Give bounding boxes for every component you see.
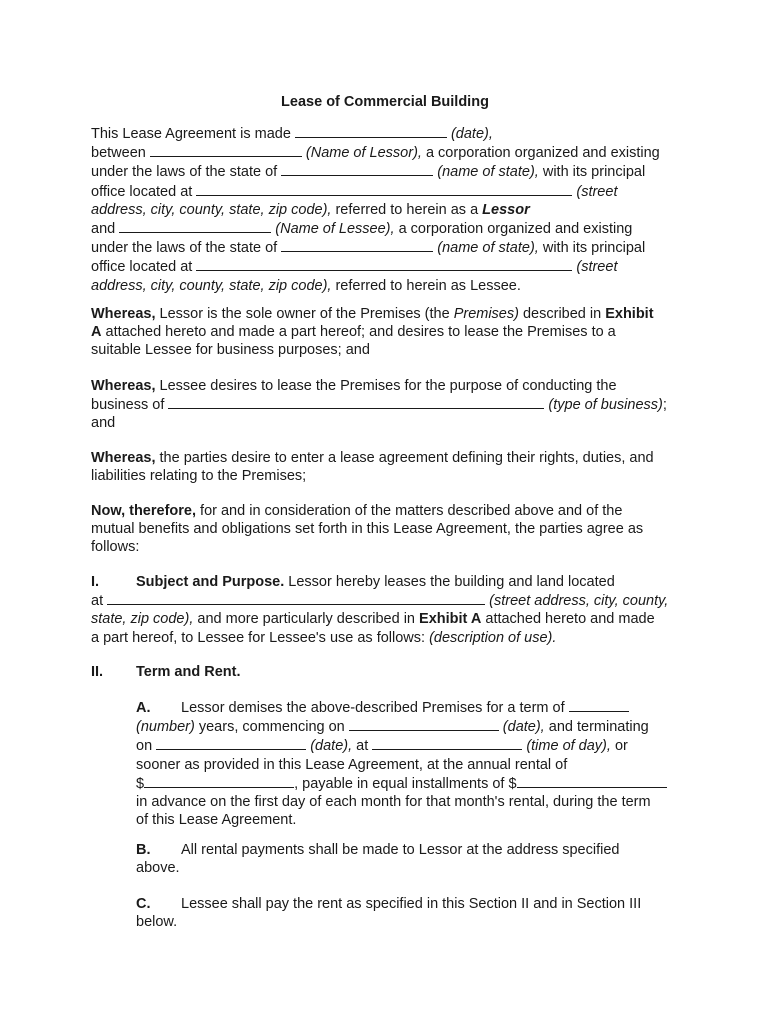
- start-date-blank[interactable]: [349, 717, 499, 731]
- date-blank[interactable]: [295, 124, 447, 138]
- section-2-b: [136, 841, 691, 877]
- business-type-blank[interactable]: [168, 395, 544, 409]
- section-1: [91, 573, 691, 647]
- installment-blank[interactable]: [517, 774, 667, 788]
- text: (Name of Lessee),: [275, 221, 395, 238]
- text: Exhibit: [605, 306, 654, 322]
- text: years, commencing on: [198, 719, 345, 736]
- text: Lessor hereby leases the building and land located: [288, 574, 615, 590]
- text: Lessee shall pay the rent as specified in this Section II and in Section III: [181, 896, 642, 912]
- text: and more particularly described in: [197, 611, 415, 628]
- text: , payable in equal installments of $: [294, 775, 517, 792]
- text: Lessee desires to lease the Premises for the purpose of conducting the: [159, 378, 617, 394]
- text: (number): [136, 719, 195, 736]
- term-years-blank[interactable]: [569, 698, 629, 712]
- text: in advance on the first day of each month for that month's rental, during the term: [136, 794, 651, 811]
- text: at: [356, 738, 369, 755]
- text: a corporation organized and existing: [425, 145, 660, 162]
- text: address, city, county, state, zip code),: [91, 201, 332, 218]
- text: referred to herein as a: [335, 201, 479, 218]
- subsection-letter: B.: [136, 842, 151, 858]
- text: at: [91, 593, 104, 610]
- whereas-1: [91, 305, 691, 360]
- text: state, zip code),: [91, 611, 194, 628]
- text: the parties desire to enter a lease agreement defining their rights, duties, and: [159, 450, 654, 466]
- text: a part hereof, to Lessee for Lessee's use as follows:: [91, 629, 426, 646]
- whereas-3: [91, 449, 691, 485]
- text: and: [91, 221, 116, 238]
- text: described in: [522, 306, 602, 322]
- subsection-letter: A.: [136, 700, 151, 716]
- now-therefore: [91, 502, 691, 557]
- lessor-name-blank[interactable]: [150, 143, 302, 157]
- text: A: [91, 324, 102, 341]
- text: Whereas,: [91, 378, 156, 394]
- text: with its principal: [542, 240, 646, 257]
- section-2-heading: [91, 663, 691, 681]
- text: above.: [136, 860, 180, 877]
- text: Now, therefore,: [91, 503, 197, 519]
- text: (date),: [502, 719, 545, 736]
- text: office located at: [91, 183, 193, 200]
- text: attached hereto and made: [485, 611, 655, 628]
- whereas-2: [91, 377, 691, 433]
- page-title: Lease of Commercial Building: [281, 94, 489, 110]
- time-of-day-blank[interactable]: [372, 736, 522, 750]
- text: referred to herein as Lessee.: [335, 277, 521, 294]
- text: follows:: [91, 539, 140, 556]
- lessor-state-blank[interactable]: [281, 162, 433, 176]
- text: between: [91, 145, 146, 162]
- annual-rent-blank[interactable]: [144, 774, 294, 788]
- text: or: [614, 738, 628, 755]
- section-number: I.: [91, 574, 100, 590]
- section-2-c: [136, 895, 691, 931]
- text: sooner as provided in this Lease Agreement, at the annual rental of: [136, 756, 568, 773]
- lessee-name-blank[interactable]: [119, 219, 271, 233]
- text: of this Lease Agreement.: [136, 812, 297, 829]
- text: and terminating: [548, 719, 649, 736]
- text: (description of use).: [429, 629, 557, 646]
- text: All rental payments shall be made to Lessor at the address specified: [181, 842, 620, 858]
- text: a corporation organized and existing: [398, 221, 633, 238]
- text: (time of day),: [526, 738, 611, 755]
- section-number: II.: [91, 664, 104, 680]
- lessor-address-blank[interactable]: [196, 182, 572, 196]
- text: (type of business): [548, 397, 663, 414]
- section-heading: Subject and Purpose.: [136, 574, 285, 590]
- text: (date),: [450, 126, 493, 142]
- text: Premises): [453, 306, 519, 322]
- text: Lessor demises the above-described Premises for a term of: [181, 700, 565, 716]
- text: and: [91, 415, 116, 432]
- section-heading: Term and Rent.: [136, 664, 241, 680]
- text: $: [136, 775, 145, 792]
- lessee-address-blank[interactable]: [196, 257, 572, 271]
- text: (name of state),: [437, 164, 539, 181]
- text: (name of state),: [437, 240, 539, 257]
- premises-address-blank[interactable]: [107, 591, 485, 605]
- parties-paragraph: [91, 124, 691, 295]
- text: ;: [662, 397, 667, 414]
- text: address, city, county, state, zip code),: [91, 277, 332, 294]
- text: (street: [576, 259, 618, 276]
- text: mutual benefits and obligations set forth in this Lease Agreement, the parties agree as: [91, 521, 644, 538]
- text: Whereas,: [91, 306, 156, 322]
- text: Whereas,: [91, 450, 156, 466]
- text: under the laws of the state of: [91, 164, 278, 181]
- text: with its principal: [542, 164, 646, 181]
- subsection-letter: C.: [136, 896, 151, 912]
- text: business of: [91, 397, 165, 414]
- end-date-blank[interactable]: [156, 736, 306, 750]
- text: attached hereto and made a part hereof; and desires to lease the Premises to a: [105, 324, 616, 341]
- text: below.: [136, 914, 178, 931]
- text: suitable Lessee for business purposes; and: [91, 342, 370, 359]
- text: for and in consideration of the matters described above and of the: [200, 503, 623, 519]
- text: Lessor: [482, 201, 530, 218]
- text: (street: [576, 183, 618, 200]
- text: This Lease Agreement is made: [91, 126, 291, 142]
- text: on: [136, 738, 153, 755]
- text: under the laws of the state of: [91, 240, 278, 257]
- text: (Name of Lessor),: [305, 145, 422, 162]
- lessee-state-blank[interactable]: [281, 238, 433, 252]
- text: office located at: [91, 259, 193, 276]
- text: liabilities relating to the Premises;: [91, 468, 307, 485]
- text: Exhibit A: [419, 611, 482, 628]
- text: Lessor is the sole owner of the Premises (the: [159, 306, 450, 322]
- text: (street address, city, county,: [489, 593, 669, 610]
- text: (date),: [310, 738, 353, 755]
- section-2-a: [136, 698, 691, 829]
